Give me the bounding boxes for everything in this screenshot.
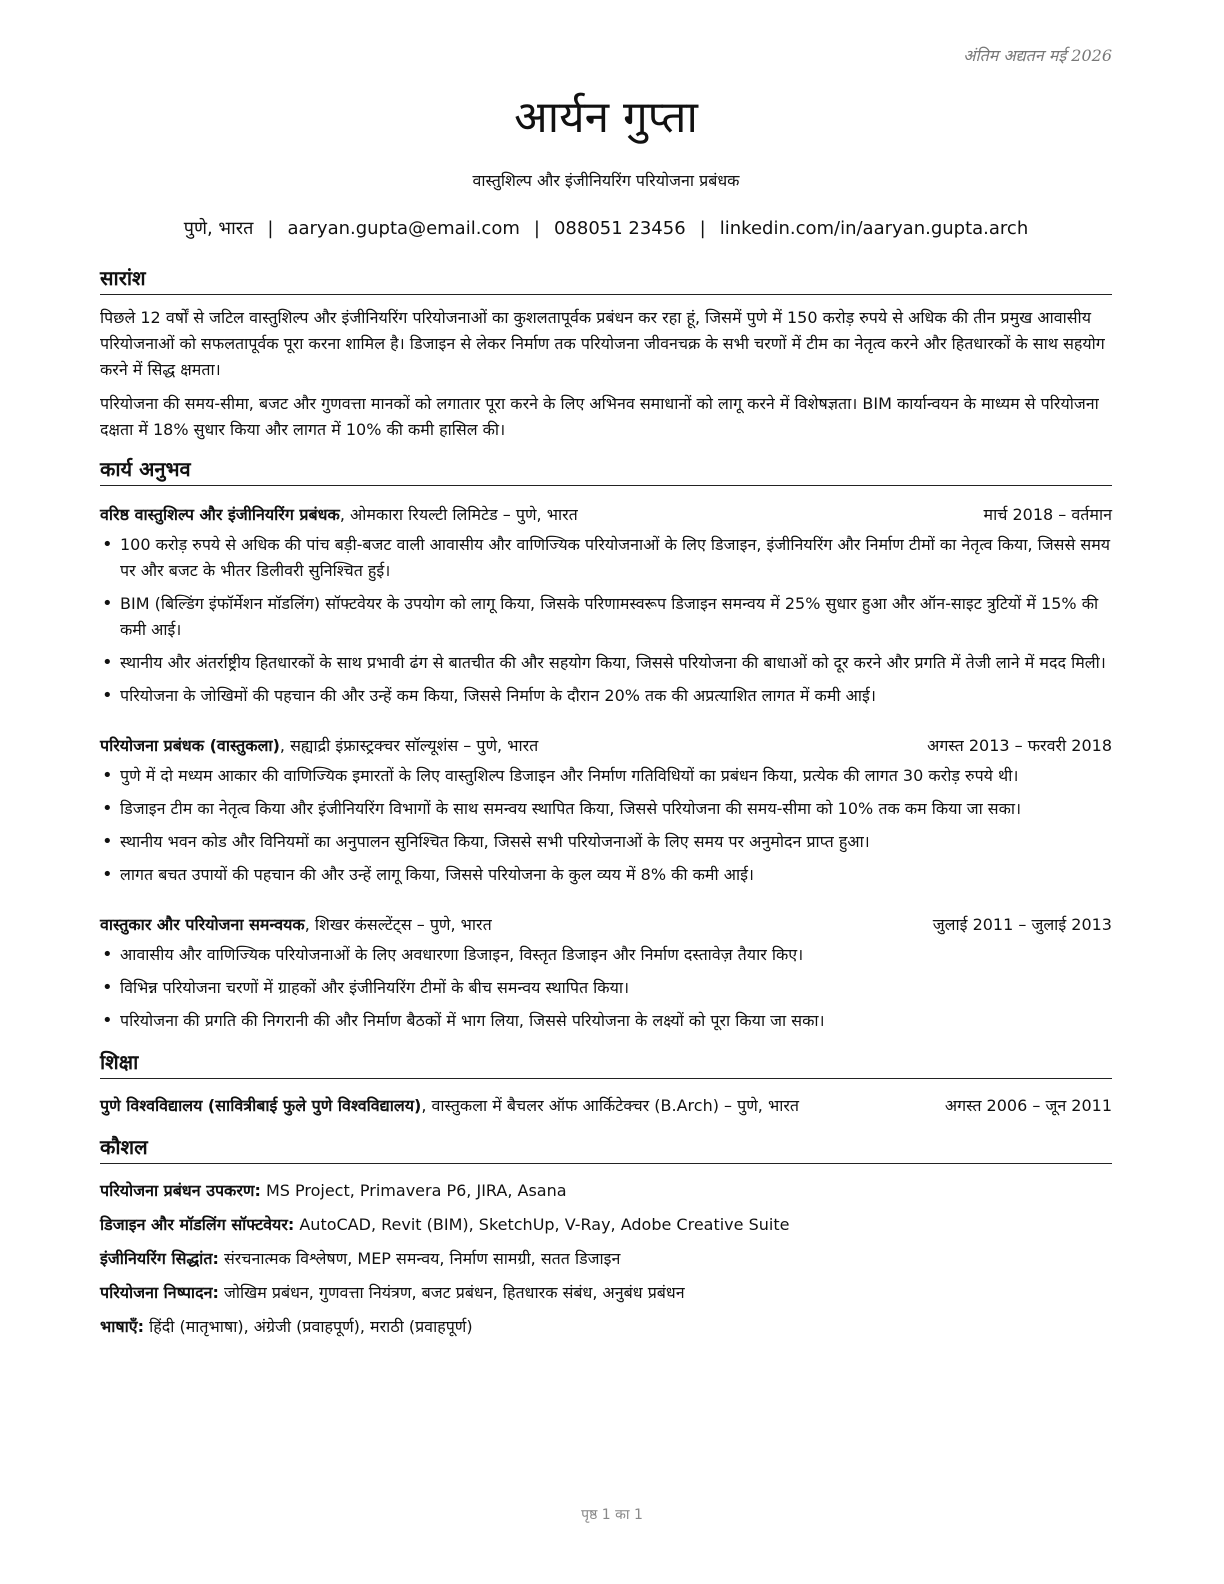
job-org: , शिखर कंसल्टेंट्स – पुणे, भारत (304, 915, 492, 934)
job-header (100, 502, 1112, 528)
skill-value: संरचनात्मक विश्लेषण, MEP समन्वय, निर्माण सामग्री, सतत डिजाइन (218, 1249, 621, 1268)
education-details: , वास्तुकला में बैचलर ऑफ आर्किटेक्चर (B.Arch) – पुणे, भारत (421, 1096, 800, 1115)
list-item: • परियोजना के जोखिमों की पहचान की और उन्हें कम किया, जिससे निर्माण के दौरान 20% तक की अप्रत्याशित लागत में कमी आई। (120, 683, 1112, 709)
education-heading: शिक्षा (100, 1048, 1112, 1079)
page-number: पृष्ठ 1 का 1 (581, 1507, 643, 1523)
skill-label: परियोजना निष्पादन: (100, 1283, 219, 1302)
job-title: परियोजना प्रबंधक (वास्तुकला) (100, 736, 280, 755)
education-section (100, 1048, 1112, 1119)
tagline: वास्तुशिल्प और इंजीनियरिंग परियोजना प्रबंधक (472, 171, 740, 190)
last-updated: अंतिम अद्यतन मई 2026 (963, 46, 1112, 65)
summary-paragraph: पिछले 12 वर्षों से जटिल वास्तुशिल्प और इंजीनियरिंग परियोजनाओं का कुशलतापूर्वक प्रबंधन कर रहा हूं, जिसमें पुणे में 150 करोड़ रुपये से अधिक की तीन प्रमुख आवासीय परियोजनाओं को सफलतापूर्वक पूरा करना शामिल है। डिजाइन से लेकर निर्माण तक परियोजना जीवनचक्र के सभी चरणों में टीम का नेतृत्व करने और हितधारकों के साथ सहयोग करने में सिद्ध क्षमता। (100, 308, 1105, 379)
list-item: • 100 करोड़ रुपये से अधिक की पांच बड़ी-बजट वाली आवासीय और वाणिज्यिक परियोजनाओं के लिए डिजाइन, इंजीनियरिंग और निर्माण टीमों का नेतृत्व किया, जिससे समय पर और बजट के भीतर डिलीवरी सुनिश्चित हुई। (120, 532, 1112, 584)
experience-heading: कार्य अनुभव (100, 455, 1112, 486)
list-item: • परियोजना की प्रगति की निगरानी की और निर्माण बैठकों में भाग लिया, जिससे परियोजना के लक्ष्यों को पूरा किया जा सका। (120, 1008, 1112, 1034)
skill-label: इंजीनियरिंग सिद्धांत: (100, 1249, 219, 1268)
education-entry (100, 1093, 1112, 1119)
skill-label: भाषाएँ: (100, 1317, 145, 1336)
education-dates: अगस्त 2006 – जून 2011 (944, 1096, 1112, 1115)
job-org: , ओमकारा रियल्टी लिमिटेड – पुणे, भारत (339, 505, 578, 524)
job-bullets (100, 763, 1112, 888)
list-item: • विभिन्न परियोजना चरणों में ग्राहकों और इंजीनियरिंग टीमों के बीच समन्वय स्थापित किया। (120, 975, 1112, 1001)
job-bullets (100, 532, 1112, 709)
separator: | (267, 218, 274, 239)
experience-section (100, 455, 1112, 1034)
job-header (100, 733, 1112, 759)
list-item: • लागत बचत उपायों की पहचान की और उन्हें लागू किया, जिससे परियोजना के कुल व्यय में 8% की कमी आई। (120, 862, 1112, 888)
job-org: , सह्याद्री इंफ्रास्ट्रक्चर सॉल्यूशंस – पुणे, भारत (279, 736, 539, 755)
list-item: • पुणे में दो मध्यम आकार की वाणिज्यिक इमारतों के लिए वास्तुशिल्प डिजाइन और निर्माण गतिविधियों का प्रबंधन किया, प्रत्येक की लागत 30 करोड़ रुपये थी। (120, 763, 1112, 789)
education-institution: पुणे विश्वविद्यालय (सावित्रीबाई फुले पुणे विश्वविद्यालय) (100, 1096, 422, 1115)
list-item: • BIM (बिल्डिंग इंफॉर्मेशन मॉडलिंग) सॉफ्टवेयर के उपयोग को लागू किया, जिसके परिणामस्वरूप डिजाइन समन्वय में 25% सुधार हुआ और ऑन-साइट त्रुटियों में 15% की कमी आई। (120, 591, 1112, 643)
list-item: • आवासीय और वाणिज्यिक परियोजनाओं के लिए अवधारणा डिजाइन, विस्तृत डिजाइन और निर्माण दस्तावेज़ तैयार किए। (120, 942, 1112, 968)
candidate-name: आर्यन गुप्ता (514, 92, 698, 143)
skills-section (100, 1133, 1112, 1340)
skill-value: MS Project, Primavera P6, JIRA, Asana (260, 1181, 567, 1200)
contact-phone: 088051 23456 (553, 218, 686, 239)
contact-linkedin[interactable]: linkedin.com/in/aaryan.gupta.arch (719, 218, 1029, 239)
list-item: • स्थानीय भवन कोड और विनियमों का अनुपालन सुनिश्चित किया, जिससे सभी परियोजनाओं के लिए समय पर अनुमोदन प्राप्त हुआ। (120, 829, 1112, 855)
skill-row (100, 1246, 1112, 1272)
skill-label: डिजाइन और मॉडलिंग सॉफ्टवेयर: (100, 1215, 295, 1234)
job-title: वरिष्ठ वास्तुशिल्प और इंजीनियरिंग प्रबंधक (100, 505, 340, 524)
list-item: • डिजाइन टीम का नेतृत्व किया और इंजीनियरिंग विभागों के साथ समन्वय स्थापित किया, जिससे परियोजना की समय-सीमा को 10% तक कम किया जा सका। (120, 796, 1112, 822)
summary-paragraph: परियोजना की समय-सीमा, बजट और गुणवत्ता मानकों को लगातार पूरा करने के लिए अभिनव समाधानों को लागू करने में विशेषज्ञता। BIM कार्यान्वयन के माध्यम से परियोजना दक्षता में 18% सुधार किया और लागत में 10% की कमी हासिल की। (100, 394, 1099, 439)
skill-value: हिंदी (मातृभाषा), अंग्रेजी (प्रवाहपूर्ण), मराठी (प्रवाहपूर्ण) (144, 1317, 473, 1336)
job-entry (100, 912, 1112, 1034)
job-dates: अगस्त 2013 – फरवरी 2018 (927, 736, 1112, 755)
skill-row (100, 1314, 1112, 1340)
contact-line (100, 216, 1112, 242)
job-entry (100, 502, 1112, 709)
job-header (100, 912, 1112, 938)
job-dates: जुलाई 2011 – जुलाई 2013 (932, 915, 1112, 934)
skill-value: AutoCAD, Revit (BIM), SketchUp, V-Ray, Adobe Creative Suite (294, 1215, 790, 1234)
job-title: वास्तुकार और परियोजना समन्वयक (100, 915, 305, 934)
contact-location: पुणे, भारत (183, 218, 254, 239)
separator: | (533, 218, 540, 239)
skill-row (100, 1280, 1112, 1306)
job-bullets (100, 942, 1112, 1034)
skill-value: जोखिम प्रबंधन, गुणवत्ता नियंत्रण, बजट प्रबंधन, हितधारक संबंध, अनुबंध प्रबंधन (218, 1283, 685, 1302)
skill-label: परियोजना प्रबंधन उपकरण: (100, 1181, 261, 1200)
list-item: • स्थानीय और अंतर्राष्ट्रीय हितधारकों के साथ प्रभावी ढंग से बातचीत की और सहयोग किया, जिससे परियोजना की बाधाओं को दूर करने और प्रगति में तेजी लाने में मदद मिली। (120, 650, 1112, 676)
skills-heading: कौशल (100, 1133, 1112, 1164)
summary-section (100, 264, 1112, 443)
summary-heading: सारांश (100, 264, 1112, 295)
job-dates: मार्च 2018 – वर्तमान (983, 505, 1112, 524)
contact-email[interactable]: aaryan.gupta@email.com (287, 218, 520, 239)
skill-row (100, 1212, 1112, 1238)
job-entry (100, 733, 1112, 888)
separator: | (699, 218, 706, 239)
skill-row (100, 1178, 1112, 1204)
